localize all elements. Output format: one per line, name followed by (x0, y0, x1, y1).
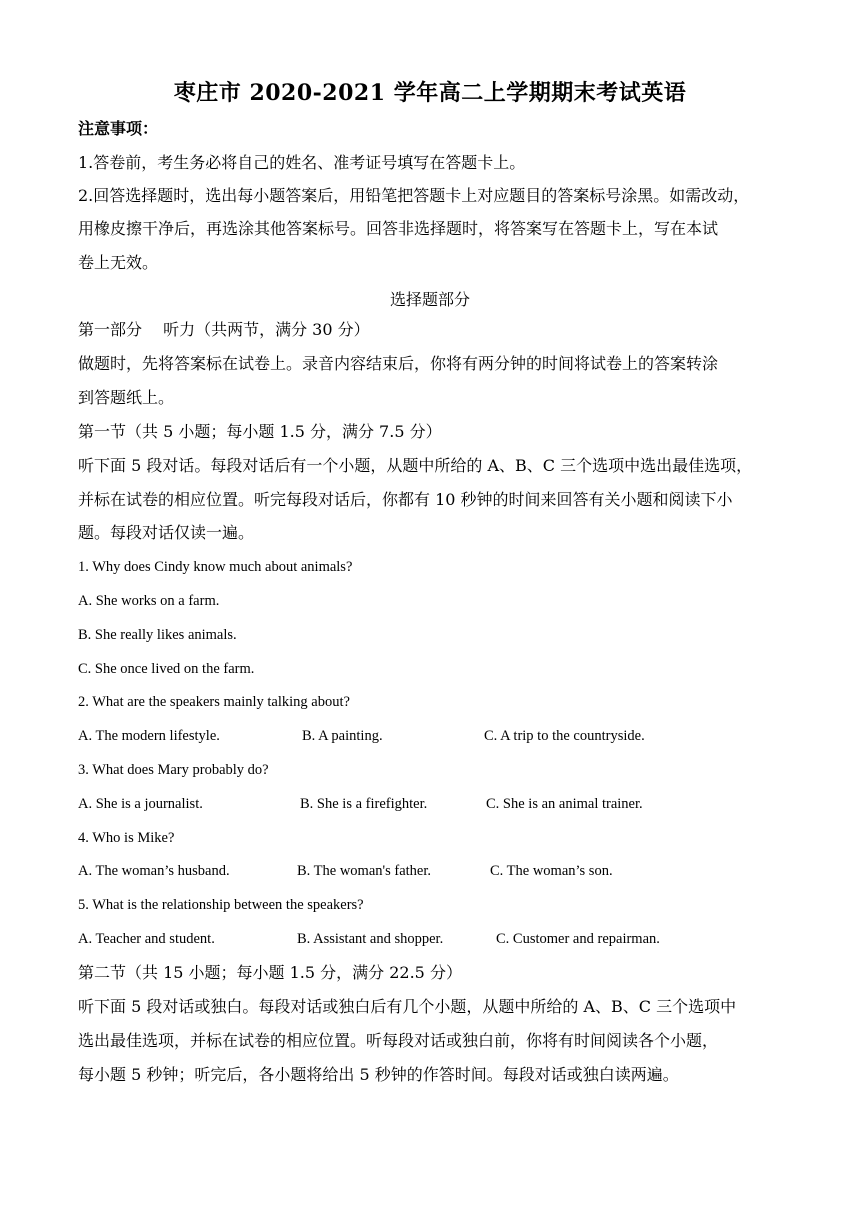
notice-item-2-line-1: 2.回答选择题时，选出每小题答案后，用铅笔把答题卡上对应题目的答案标号涂黑。如需改动， (78, 186, 750, 205)
question-3: 3. What does Mary probably do? (78, 762, 269, 778)
question-2-option-c: C. A trip to the countryside. (484, 728, 645, 744)
question-2-option-b: B. A painting. (302, 728, 383, 744)
notice-item-2-line-3: 卷上无效。 (78, 253, 159, 272)
question-5-option-c: C. Customer and repairman. (496, 931, 660, 947)
question-2-option-a: A. The modern lifestyle. (78, 728, 220, 744)
part1-heading: 第一部分 听力（共两节，满分 30 分） (78, 320, 370, 339)
part1-intro-line-1: 做题时，先将答案标在试卷上。录音内容结束后，你将有两分钟的时间将试卷上的答案转涂 (78, 354, 719, 373)
question-3-option-a: A. She is a journalist. (78, 796, 203, 812)
question-4-option-b: B. The woman's father. (297, 863, 432, 879)
exam-title: 枣庄市 2020-2021 学年高二上学期期末考试英语 (173, 80, 687, 106)
section-title: 选择题部分 (389, 290, 470, 309)
section1-heading: 第一节（共 5 小题；每小题 1.5 分，满分 7.5 分） (78, 422, 442, 441)
question-2: 2. What are the speakers mainly talking about? (78, 694, 350, 710)
notice-item-2-line-2: 用橡皮擦干净后，再选涂其他答案标号。回答非选择题时，将答案写在答题卡上，写在本试 (78, 219, 719, 238)
question-1-option-c: C. She once lived on the farm. (78, 661, 255, 677)
question-1-option-b: B. She really likes animals. (78, 627, 237, 643)
notice-heading: 注意事项： (78, 119, 159, 138)
question-4-option-a: A. The woman’s husband. (78, 863, 230, 879)
section1-intro-line-1: 听下面 5 段对话。每段对话后有一个小题，从题中所给的 A、B、C 三个选项中选出最佳选项， (78, 456, 753, 475)
question-5-option-a: A. Teacher and student. (78, 931, 215, 947)
notice-item-1: 1.答卷前，考生务必将自己的姓名、准考证号填写在答题卡上。 (78, 153, 526, 172)
question-5-option-b: B. Assistant and shopper. (297, 931, 444, 947)
section1-intro-line-2: 并标在试卷的相应位置。听完每段对话后，你都有 10 秒钟的时间来回答有关小题和阅读下小 (78, 490, 733, 509)
section2-intro-line-2: 选出最佳选项，并标在试卷的相应位置。听每段对话或独白前，你将有时间阅读各个小题， (78, 1031, 719, 1050)
question-1-option-a: A. She works on a farm. (78, 593, 220, 609)
question-5: 5. What is the relationship between the speakers? (78, 897, 364, 913)
question-1: 1. Why does Cindy know much about animals? (78, 559, 353, 575)
question-4: 4. Who is Mike? (78, 830, 175, 846)
part1-intro-line-2: 到答题纸上。 (78, 388, 175, 407)
section2-heading: 第二节（共 15 小题；每小题 1.5 分，满分 22.5 分） (78, 963, 462, 982)
section1-intro-line-3: 题。每段对话仅读一遍。 (78, 523, 255, 542)
question-3-option-c: C. She is an animal trainer. (486, 796, 643, 812)
section2-intro-line-3: 每小题 5 秒钟；听完后，各小题将给出 5 秒钟的作答时间。每段对话或独白读两遍。 (78, 1065, 679, 1084)
question-4-option-c: C. The woman’s son. (490, 863, 613, 879)
section2-intro-line-1: 听下面 5 段对话或独白。每段对话或独白后有几个小题，从题中所给的 A、B、C 三个选项中 (78, 997, 737, 1016)
question-3-option-b: B. She is a firefighter. (300, 796, 428, 812)
